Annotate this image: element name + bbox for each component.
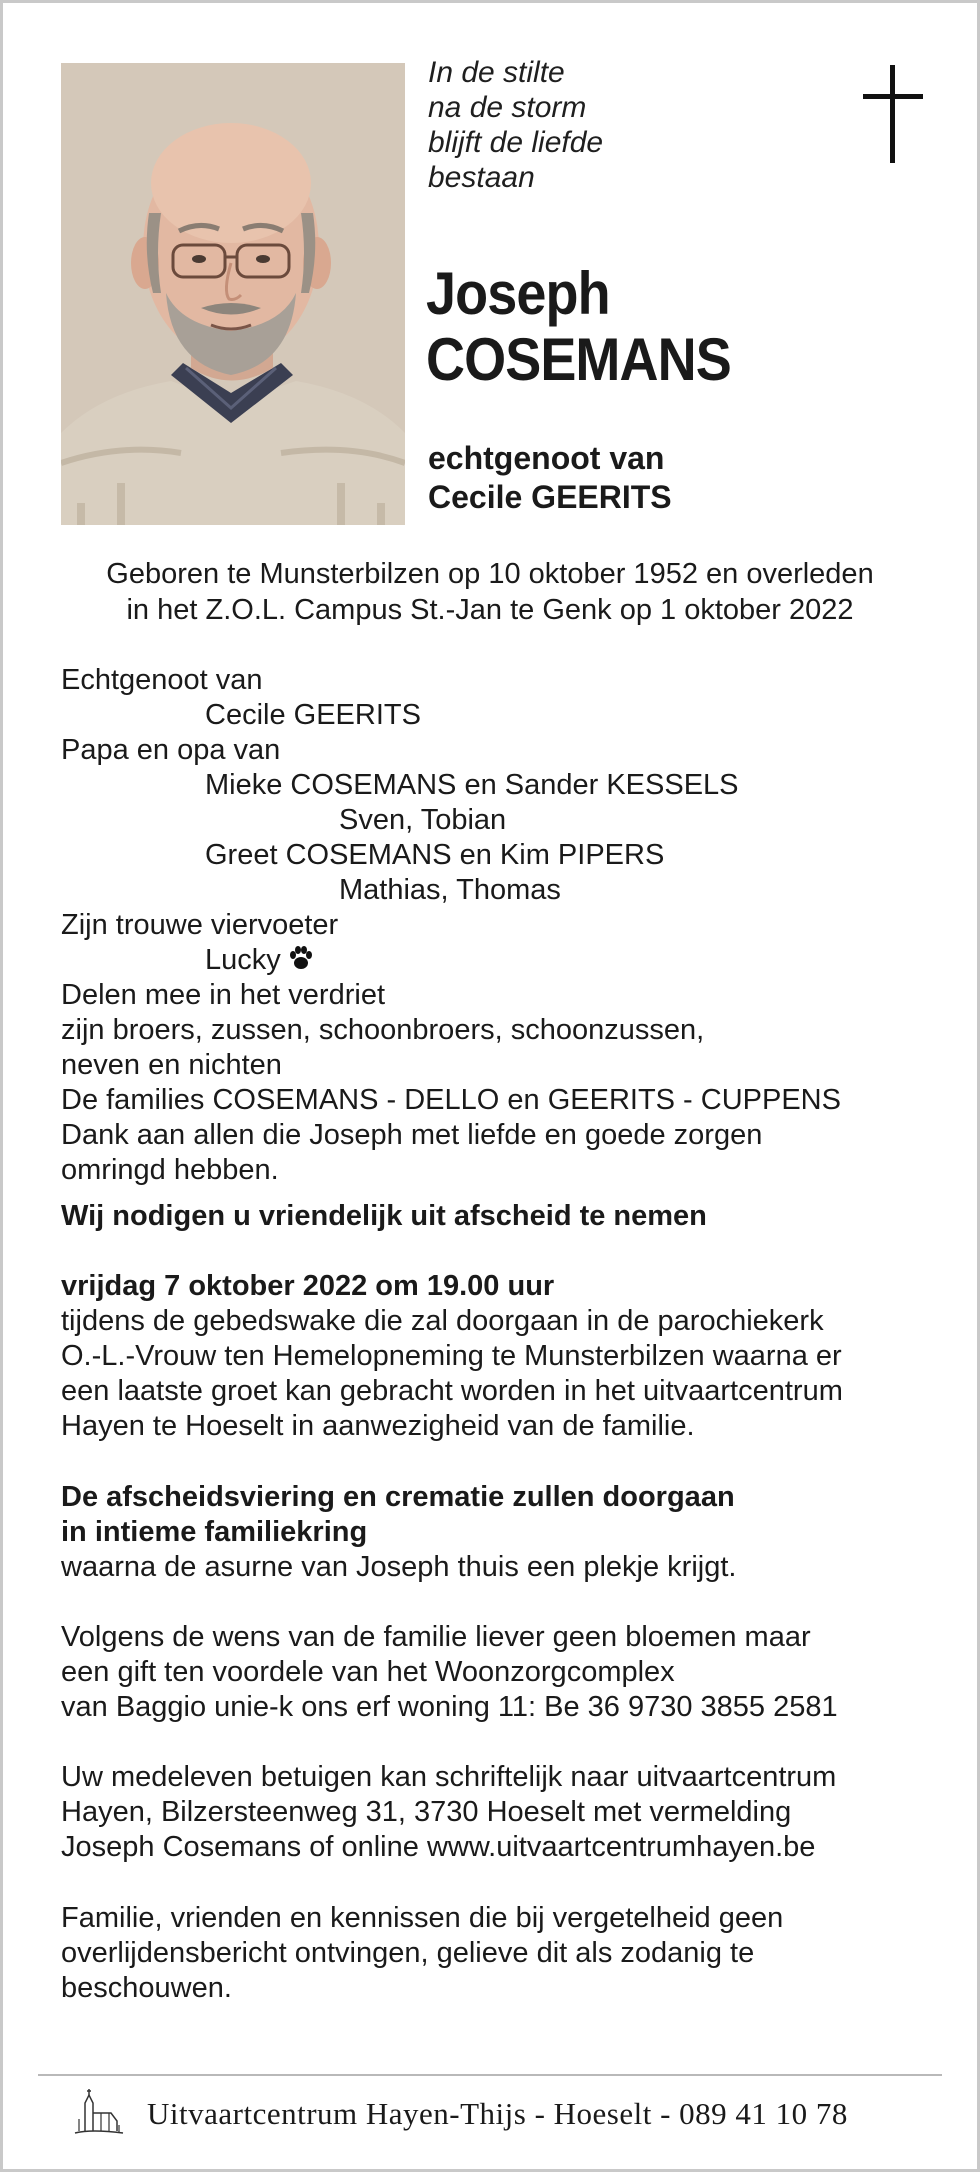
family-grandchildren: Mathias, Thomas — [339, 874, 561, 906]
family-relatives: zijn broers, zussen, schoonbroers, schoonzussen, — [61, 1014, 705, 1046]
ceremony-heading: in intieme familiekring — [61, 1516, 368, 1548]
birth-death-info — [33, 556, 947, 628]
spouse-heading-line: Cecile GEERITS — [428, 479, 672, 515]
birth-line: in het Z.O.L. Campus St.-Jan te Genk op 1 oktober 2022 — [126, 594, 854, 626]
first-name: Joseph — [426, 260, 610, 327]
family-spouse-name: Cecile GEERITS — [205, 699, 421, 731]
family-child: Mieke COSEMANS en Sander KESSELS — [205, 769, 739, 801]
birth-line: Geboren te Munsterbilzen op 10 oktober 1952 en overleden — [106, 558, 874, 590]
cross-icon — [863, 65, 923, 163]
family-grief-label: Delen mee in het verdriet — [61, 979, 385, 1011]
ceremony-heading: De afscheidsviering en crematie zullen doorgaan — [61, 1481, 735, 1513]
condolences-line: Hayen, Bilzersteenweg 31, 3730 Hoeselt met vermelding — [61, 1796, 792, 1828]
portrait-photo — [61, 63, 405, 525]
family-grandchildren: Sven, Tobian — [339, 804, 507, 836]
spacer — [61, 1865, 937, 1901]
invitation-heading: Wij nodigen u vriendelijk uit afscheid te nemen — [61, 1200, 707, 1232]
family-spouse-label: Echtgenoot van — [61, 664, 263, 696]
invitation-line: een laatste groet kan gebracht worden in het uitvaartcentrum — [61, 1375, 843, 1407]
family-thanks: Dank aan allen die Joseph met liefde en goede zorgen — [61, 1119, 763, 1151]
last-name: COSEMANS — [426, 326, 731, 393]
paw-icon — [287, 944, 315, 972]
footer-divider — [38, 2074, 942, 2076]
invitation-line: Hayen te Hoeselt in aanwezigheid van de familie. — [61, 1410, 695, 1442]
spacer — [61, 1725, 937, 1760]
poem-line: na de storm — [428, 91, 587, 124]
church-logo-icon — [71, 2089, 127, 2139]
spacer — [61, 1444, 937, 1480]
invitation-line: O.-L.-Vrouw ten Hemelopneming te Munsterbilzen waarna er — [61, 1340, 842, 1372]
footer — [71, 2089, 848, 2139]
spacer — [61, 1188, 937, 1199]
donation-line: Volgens de wens van de familie liever geen bloemen maar — [61, 1621, 811, 1653]
donation-line: een gift ten voordele van het Woonzorgcomplex — [61, 1656, 675, 1688]
pet-name: Lucky — [205, 944, 281, 976]
deceased-name — [426, 261, 731, 393]
family-child: Greet COSEMANS en Kim PIPERS — [205, 839, 665, 871]
notice-line: Familie, vrienden en kennissen die bij vergetelheid geen — [61, 1902, 784, 1934]
spouse-heading — [428, 439, 672, 517]
family-pet-label: Zijn trouwe viervoeter — [61, 909, 339, 941]
family-thanks: omringd hebben. — [61, 1154, 279, 1186]
invitation-line: tijdens de gebedswake die zal doorgaan in de parochiekerk — [61, 1305, 824, 1337]
condolences-line: Uw medeleven betuigen kan schriftelijk naar uitvaartcentrum — [61, 1761, 837, 1793]
poem-line: blijft de liefde — [428, 126, 604, 159]
family-children-label: Papa en opa van — [61, 734, 281, 766]
family-families: De families COSEMANS - DELLO en GEERITS - CUPPENS — [61, 1084, 841, 1116]
notice-line: overlijdensbericht ontvingen, gelieve dit als zodanig te — [61, 1937, 755, 1969]
family-pet — [61, 943, 937, 978]
poem-line: In de stilte — [428, 56, 565, 89]
condolences-line: Joseph Cosemans of online www.uitvaartcentrumhayen.be — [61, 1831, 816, 1863]
wake-date: vrijdag 7 oktober 2022 om 19.00 uur — [61, 1270, 555, 1302]
family-relatives: neven en nichten — [61, 1049, 282, 1081]
ceremony-line: waarna de asurne van Joseph thuis een plekje krijgt. — [61, 1551, 737, 1583]
spacer — [61, 1234, 937, 1269]
spacer — [61, 1585, 937, 1620]
poem — [428, 55, 603, 195]
poem-line: bestaan — [428, 161, 535, 194]
funeral-home-info: Uitvaartcentrum Hayen-Thijs - Hoeselt - 089 41 10 78 — [147, 2096, 848, 2131]
notice-line: beschouwen. — [61, 1972, 232, 2004]
obituary-body — [61, 663, 937, 2006]
spouse-heading-line: echtgenoot van — [428, 440, 665, 476]
donation-line: van Baggio unie-k ons erf woning 11: Be 36 9730 3855 2581 — [61, 1691, 838, 1723]
